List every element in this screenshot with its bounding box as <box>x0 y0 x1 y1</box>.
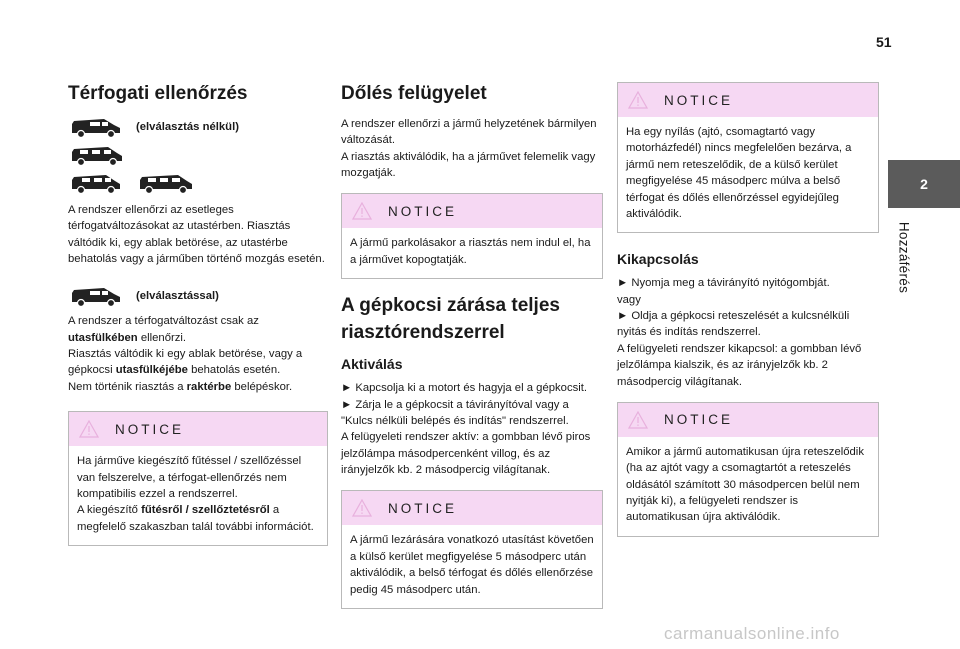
notice-title: NOTICE <box>388 500 458 516</box>
column-deactivation <box>617 72 879 549</box>
chapter-label: Hozzáférés <box>896 221 912 294</box>
activation-step-3: A felügyeleti rendszer aktív: a gombban lévő piros jelzőlámpa másodpercenként villog, és az irányjelzők kb. 2 másodpercig világítanak. <box>341 431 591 477</box>
vehicle-row-2 <box>68 144 328 166</box>
no-partition-label: (elválasztás nélkül) <box>136 120 239 133</box>
partition-label: (elválasztással) <box>136 290 219 303</box>
notice-header <box>618 83 878 117</box>
warning-icon <box>352 202 372 220</box>
tilt-title: Dőlés felügyelet <box>341 83 487 104</box>
notice-header <box>342 194 602 228</box>
van-icon <box>68 116 124 138</box>
notice-title: NOTICE <box>388 203 458 219</box>
vehicle-row-3 <box>68 172 328 194</box>
notice-activation <box>341 490 603 609</box>
notice-text: Ha egy nyílás (ajtó, csomagtartó vagy motorházfedél) nincs megfelelően bezárva, a jármű nem reteszelődik, de a külső kerület megfigyelése 45 másodperc múlva a belső térfogat és dőlés ellenőrzéssel egyidejűleg aktiválódik. <box>626 126 852 220</box>
partition-body: A rendszer a térfogatváltozást csak az utasfülkében ellenőrzi. Riasztás váltódik ki egy ablak betörése, vagy a gépkocsi utasfülkéjébe behatolás esetén. Nem történik riasztás a raktérbe belépéskor. <box>68 315 303 393</box>
notice-relock <box>617 402 879 537</box>
activation-step-2: ► Zárja le a gépkocsit a távirányítóval vagy a "Kulcs nélküli belépés és indítás" rendszerrel. <box>341 398 569 427</box>
notice-title: NOTICE <box>664 412 734 428</box>
notice-header <box>342 491 602 525</box>
notice-heater <box>68 411 328 546</box>
deactivation-or: vagy <box>617 293 641 306</box>
volumetric-body: A rendszer ellenőrzi az esetleges térfogatváltozásokat az utastérben. Riasztás váltódik ki, egy ablak betörése, az utastérbe behatolás vagy a járműben történő mozgás esetén. <box>68 203 325 265</box>
warning-icon <box>352 499 372 517</box>
column-volumetric <box>68 82 328 558</box>
van-long-icon <box>68 172 124 194</box>
watermark: carmanualsonline.info <box>664 624 840 643</box>
van-combi-icon <box>68 144 126 166</box>
deactivation-step-2: ► Oldja a gépkocsi reteszelését a kulcsnélküli nyitás és indítás rendszerrel. <box>617 310 850 339</box>
deactivation-step-1: ► Nyomja meg a távirányító nyitógombját. <box>617 277 830 290</box>
notice-text: A jármű parkolásakor a riasztás nem indul el, ha a járművet kopogtatják. <box>350 237 591 266</box>
notice-text: Ha járműve kiegészítő fűtéssel / szellőzéssel van felszerelve, a térfogat-ellenőrzés nem kompatibilis ezzel a rendszerrel. A kiegészítő fűtésről / szellőztetésről a megfelelő szakaszban talál további információt. <box>77 455 314 533</box>
notice-parking <box>341 193 603 279</box>
deactivation-title: Kikapcsolás <box>617 251 699 268</box>
notice-text: A jármű lezárására vonatkozó utasítást követően a külső kerület megfigyelése 5 másodperc után aktiválódik, a belső térfogat és dőlés ellenőrzése pedig 45 másodperc után. <box>350 534 594 596</box>
volumetric-title: Térfogati ellenőrzés <box>68 83 248 104</box>
column-tilt <box>341 82 603 621</box>
notice-title: NOTICE <box>115 421 185 437</box>
activation-title: Aktiválás <box>341 356 403 373</box>
notice-header <box>69 412 327 446</box>
chapter-number: 2 <box>920 176 928 192</box>
notice-opening <box>617 82 879 233</box>
notice-title: NOTICE <box>664 92 734 108</box>
page-number: 51 <box>876 34 892 50</box>
vehicle-row-partition <box>68 285 328 307</box>
van-xl-icon <box>136 172 196 194</box>
notice-text: Amikor a jármű automatikusan újra reteszelődik (ha az ajtót vagy a csomagtartót a reteszelés oldásától számított 30 másodpercen belül nem nyitják ki), a felügyeleti rendszer is automatikusan újra aktiválódik. <box>626 445 864 524</box>
van-partition-icon <box>68 285 124 307</box>
tilt-body-1: A rendszer ellenőrzi a jármű helyzetének bármilyen változását. <box>341 117 597 147</box>
deactivation-step-3: A felügyeleti rendszer kikapcsol: a gombban lévő jelzőlámpa kialszik, és az irányjelzők kb. 2 másodpercig világítanak. <box>617 342 862 388</box>
activation-step-1: ► Kapcsolja ki a motort és hagyja el a gépkocsit. <box>341 382 588 395</box>
warning-icon <box>628 91 648 109</box>
chapter-tab[interactable] <box>888 160 960 208</box>
notice-header <box>618 403 878 437</box>
locking-title: A gépkocsi zárása teljes riasztórendszerrel <box>341 295 560 343</box>
warning-icon <box>628 411 648 429</box>
warning-icon <box>79 420 99 438</box>
tilt-body-2: A riasztás aktiválódik, ha a járművet felemelik vagy mozgatják. <box>341 150 596 179</box>
vehicle-row-no-partition <box>68 116 328 138</box>
